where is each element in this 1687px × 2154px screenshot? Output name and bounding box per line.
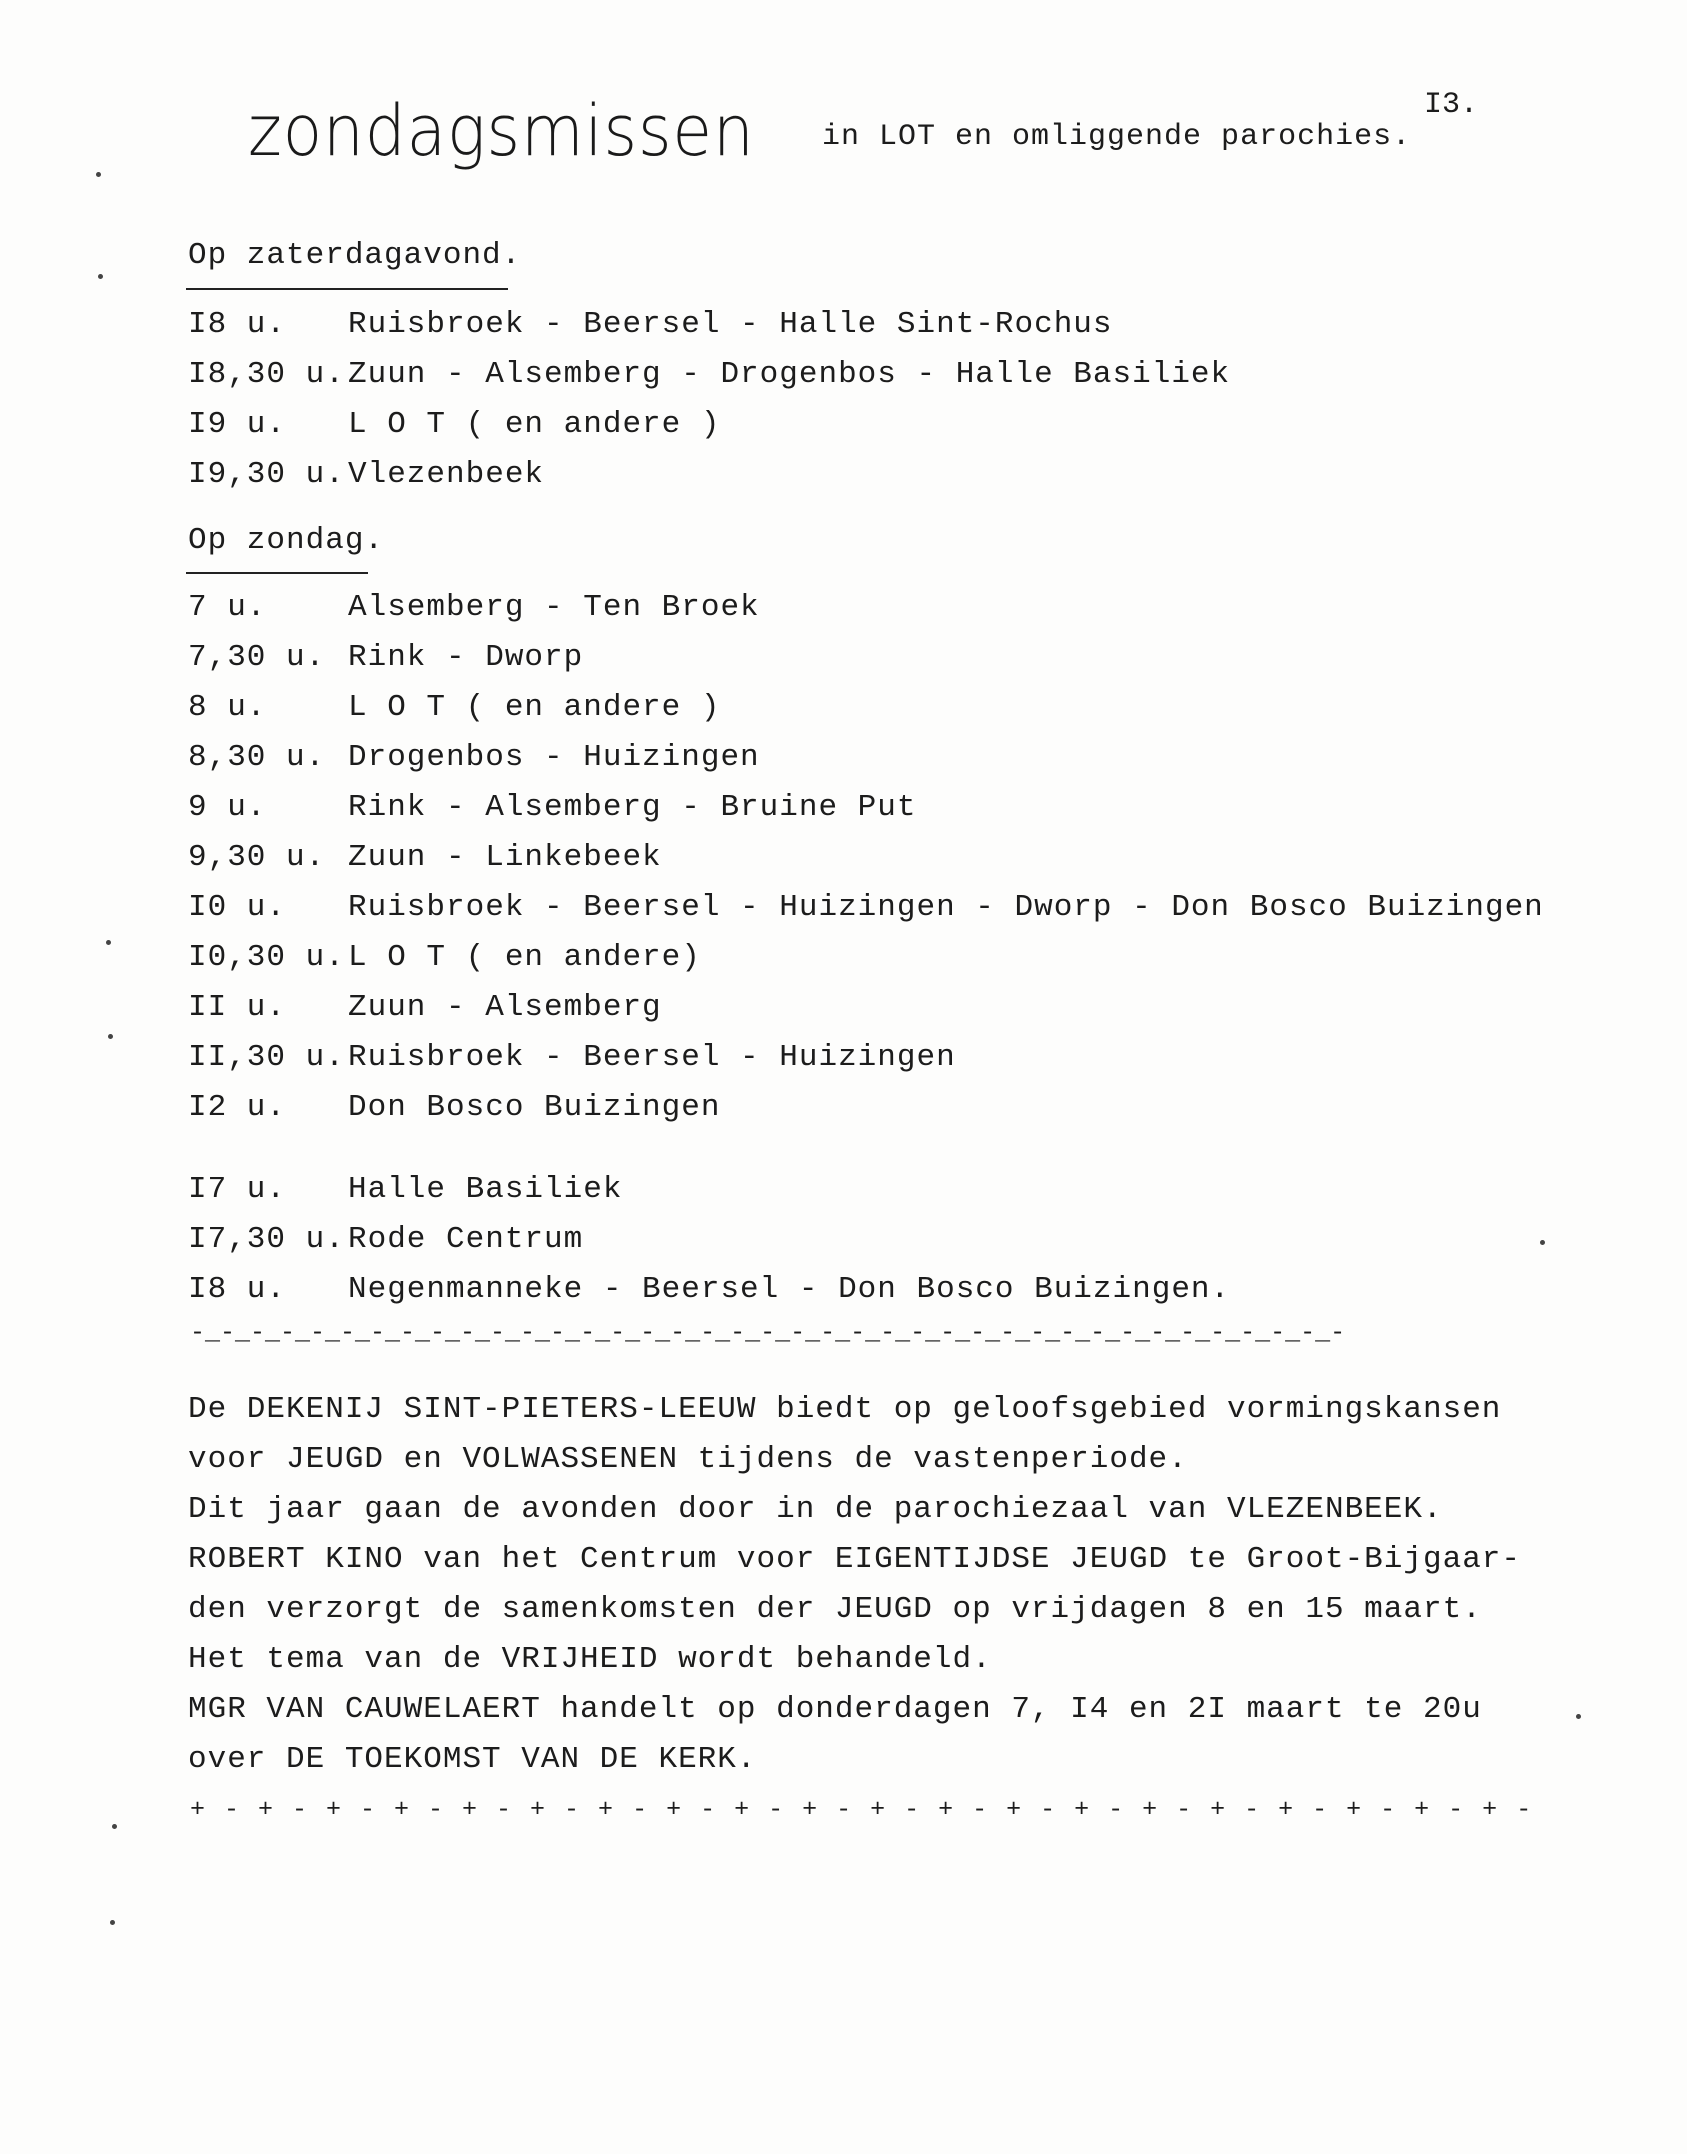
schedule-time: 8 u.: [188, 690, 267, 725]
schedule-places: Halle Basiliek: [348, 1172, 623, 1207]
schedule-time: 7,30 u.: [188, 640, 326, 675]
schedule-time: 9 u.: [188, 790, 267, 825]
schedule-time: 7 u.: [188, 590, 267, 625]
schedule-places: L O T ( en andere ): [348, 690, 721, 725]
schedule-time: I8,30 u.: [188, 357, 345, 392]
scan-speck: [106, 940, 111, 945]
schedule-places: Zuun - Alsemberg: [348, 990, 662, 1025]
schedule-time: II u.: [188, 990, 287, 1025]
announcement-line: voor JEUGD en VOLWASSENEN tijdens de vastenperiode.: [188, 1442, 1188, 1477]
announcement-line: Het tema van de VRIJHEID wordt behandeld.: [188, 1642, 992, 1677]
schedule-places: Vlezenbeek: [348, 457, 545, 492]
schedule-row: [188, 690, 720, 725]
schedule-places: L O T ( en andere ): [348, 407, 721, 442]
saturday-heading: Op zaterdagavond.: [188, 238, 522, 273]
schedule-time: I9 u.: [188, 407, 287, 442]
schedule-time: 9,30 u.: [188, 840, 326, 875]
schedule-places: Zuun - Alsemberg - Drogenbos - Halle Basiliek: [348, 357, 1231, 392]
schedule-row: [188, 740, 760, 775]
scan-speck: [96, 172, 101, 177]
schedule-row: [188, 1040, 956, 1075]
schedule-time: I8 u.: [188, 307, 287, 342]
schedule-row: [188, 840, 662, 875]
schedule-row: [188, 407, 720, 442]
announcement-line: den verzorgt de samenkomsten der JEUGD op vrijdagen 8 en 15 maart.: [188, 1592, 1482, 1627]
schedule-places: Ruisbroek - Beersel - Huizingen - Dworp - Don Bosco Buizingen: [348, 890, 1544, 925]
scan-speck: [1540, 1240, 1545, 1245]
schedule-places: Drogenbos - Huizingen: [348, 740, 760, 775]
scan-speck: [112, 1824, 117, 1829]
schedule-row: [188, 1272, 1230, 1307]
schedule-time: I7 u.: [188, 1172, 287, 1207]
schedule-time: I0 u.: [188, 890, 287, 925]
schedule-time: I0,30 u.: [188, 940, 345, 975]
announcement-line: MGR VAN CAUWELAERT handelt op donderdagen 7, I4 en 2I maart te 20u: [188, 1692, 1482, 1727]
schedule-places: Don Bosco Buizingen: [348, 1090, 721, 1125]
schedule-row: [188, 790, 917, 825]
schedule-places: Ruisbroek - Beersel - Huizingen: [348, 1040, 956, 1075]
schedule-time: I2 u.: [188, 1090, 287, 1125]
page-number: I3.: [1424, 88, 1479, 122]
schedule-time: 8,30 u.: [188, 740, 326, 775]
schedule-row: [188, 890, 1544, 925]
page-title: zondagsmissen: [248, 90, 755, 172]
announcement-line: ROBERT KINO van het Centrum voor EIGENTIJDSE JEUGD te Groot-Bijgaar-: [188, 1542, 1522, 1577]
schedule-places: Alsemberg - Ten Broek: [348, 590, 760, 625]
schedule-places: Rink - Dworp: [348, 640, 584, 675]
schedule-places: L O T ( en andere): [348, 940, 701, 975]
schedule-row: [188, 357, 1230, 392]
schedule-time: I9,30 u.: [188, 457, 345, 492]
section-divider: + - + - + - + - + - + - + - + - + - + - + - + - + - + - + - + - + - + - + - + -: [190, 1795, 1534, 1824]
schedule-row: [188, 1222, 583, 1257]
schedule-time: I8 u.: [188, 1272, 287, 1307]
scan-speck: [110, 1920, 115, 1925]
schedule-places: Ruisbroek - Beersel - Halle Sint-Rochus: [348, 307, 1113, 342]
sunday-heading: Op zondag.: [188, 523, 385, 558]
section-divider: -_-_-_-_-_-_-_-_-_-_-_-_-_-_-_-_-_-_-_-_-_-_-_-_-_-_-_-_-_-_-_-_-_-_-_-_-_-_-: [190, 1318, 1346, 1347]
saturday-heading-underline: [186, 288, 508, 290]
page-subtitle: in LOT en omliggende parochies.: [822, 120, 1412, 154]
schedule-time: II,30 u.: [188, 1040, 345, 1075]
schedule-places: Negenmanneke - Beersel - Don Bosco Buizingen.: [348, 1272, 1231, 1307]
schedule-row: [188, 940, 701, 975]
schedule-places: Rink - Alsemberg - Bruine Put: [348, 790, 917, 825]
announcement-line: over DE TOEKOMST VAN DE KERK.: [188, 1742, 757, 1777]
sunday-heading-underline: [186, 572, 368, 574]
scan-speck: [1576, 1714, 1581, 1719]
announcement-line: Dit jaar gaan de avonden door in de parochiezaal van VLEZENBEEK.: [188, 1492, 1443, 1527]
schedule-row: [188, 990, 662, 1025]
schedule-row: [188, 1090, 720, 1125]
schedule-time: I7,30 u.: [188, 1222, 345, 1257]
schedule-row: [188, 457, 544, 492]
schedule-row: [188, 590, 760, 625]
schedule-places: Rode Centrum: [348, 1222, 584, 1257]
schedule-row: [188, 1172, 622, 1207]
schedule-row: [188, 640, 583, 675]
schedule-places: Zuun - Linkebeek: [348, 840, 662, 875]
schedule-row: [188, 307, 1113, 342]
scan-speck: [98, 274, 103, 279]
announcement-line: De DEKENIJ SINT-PIETERS-LEEUW biedt op geloofsgebied vormingskansen: [188, 1392, 1502, 1427]
scan-speck: [108, 1034, 113, 1039]
